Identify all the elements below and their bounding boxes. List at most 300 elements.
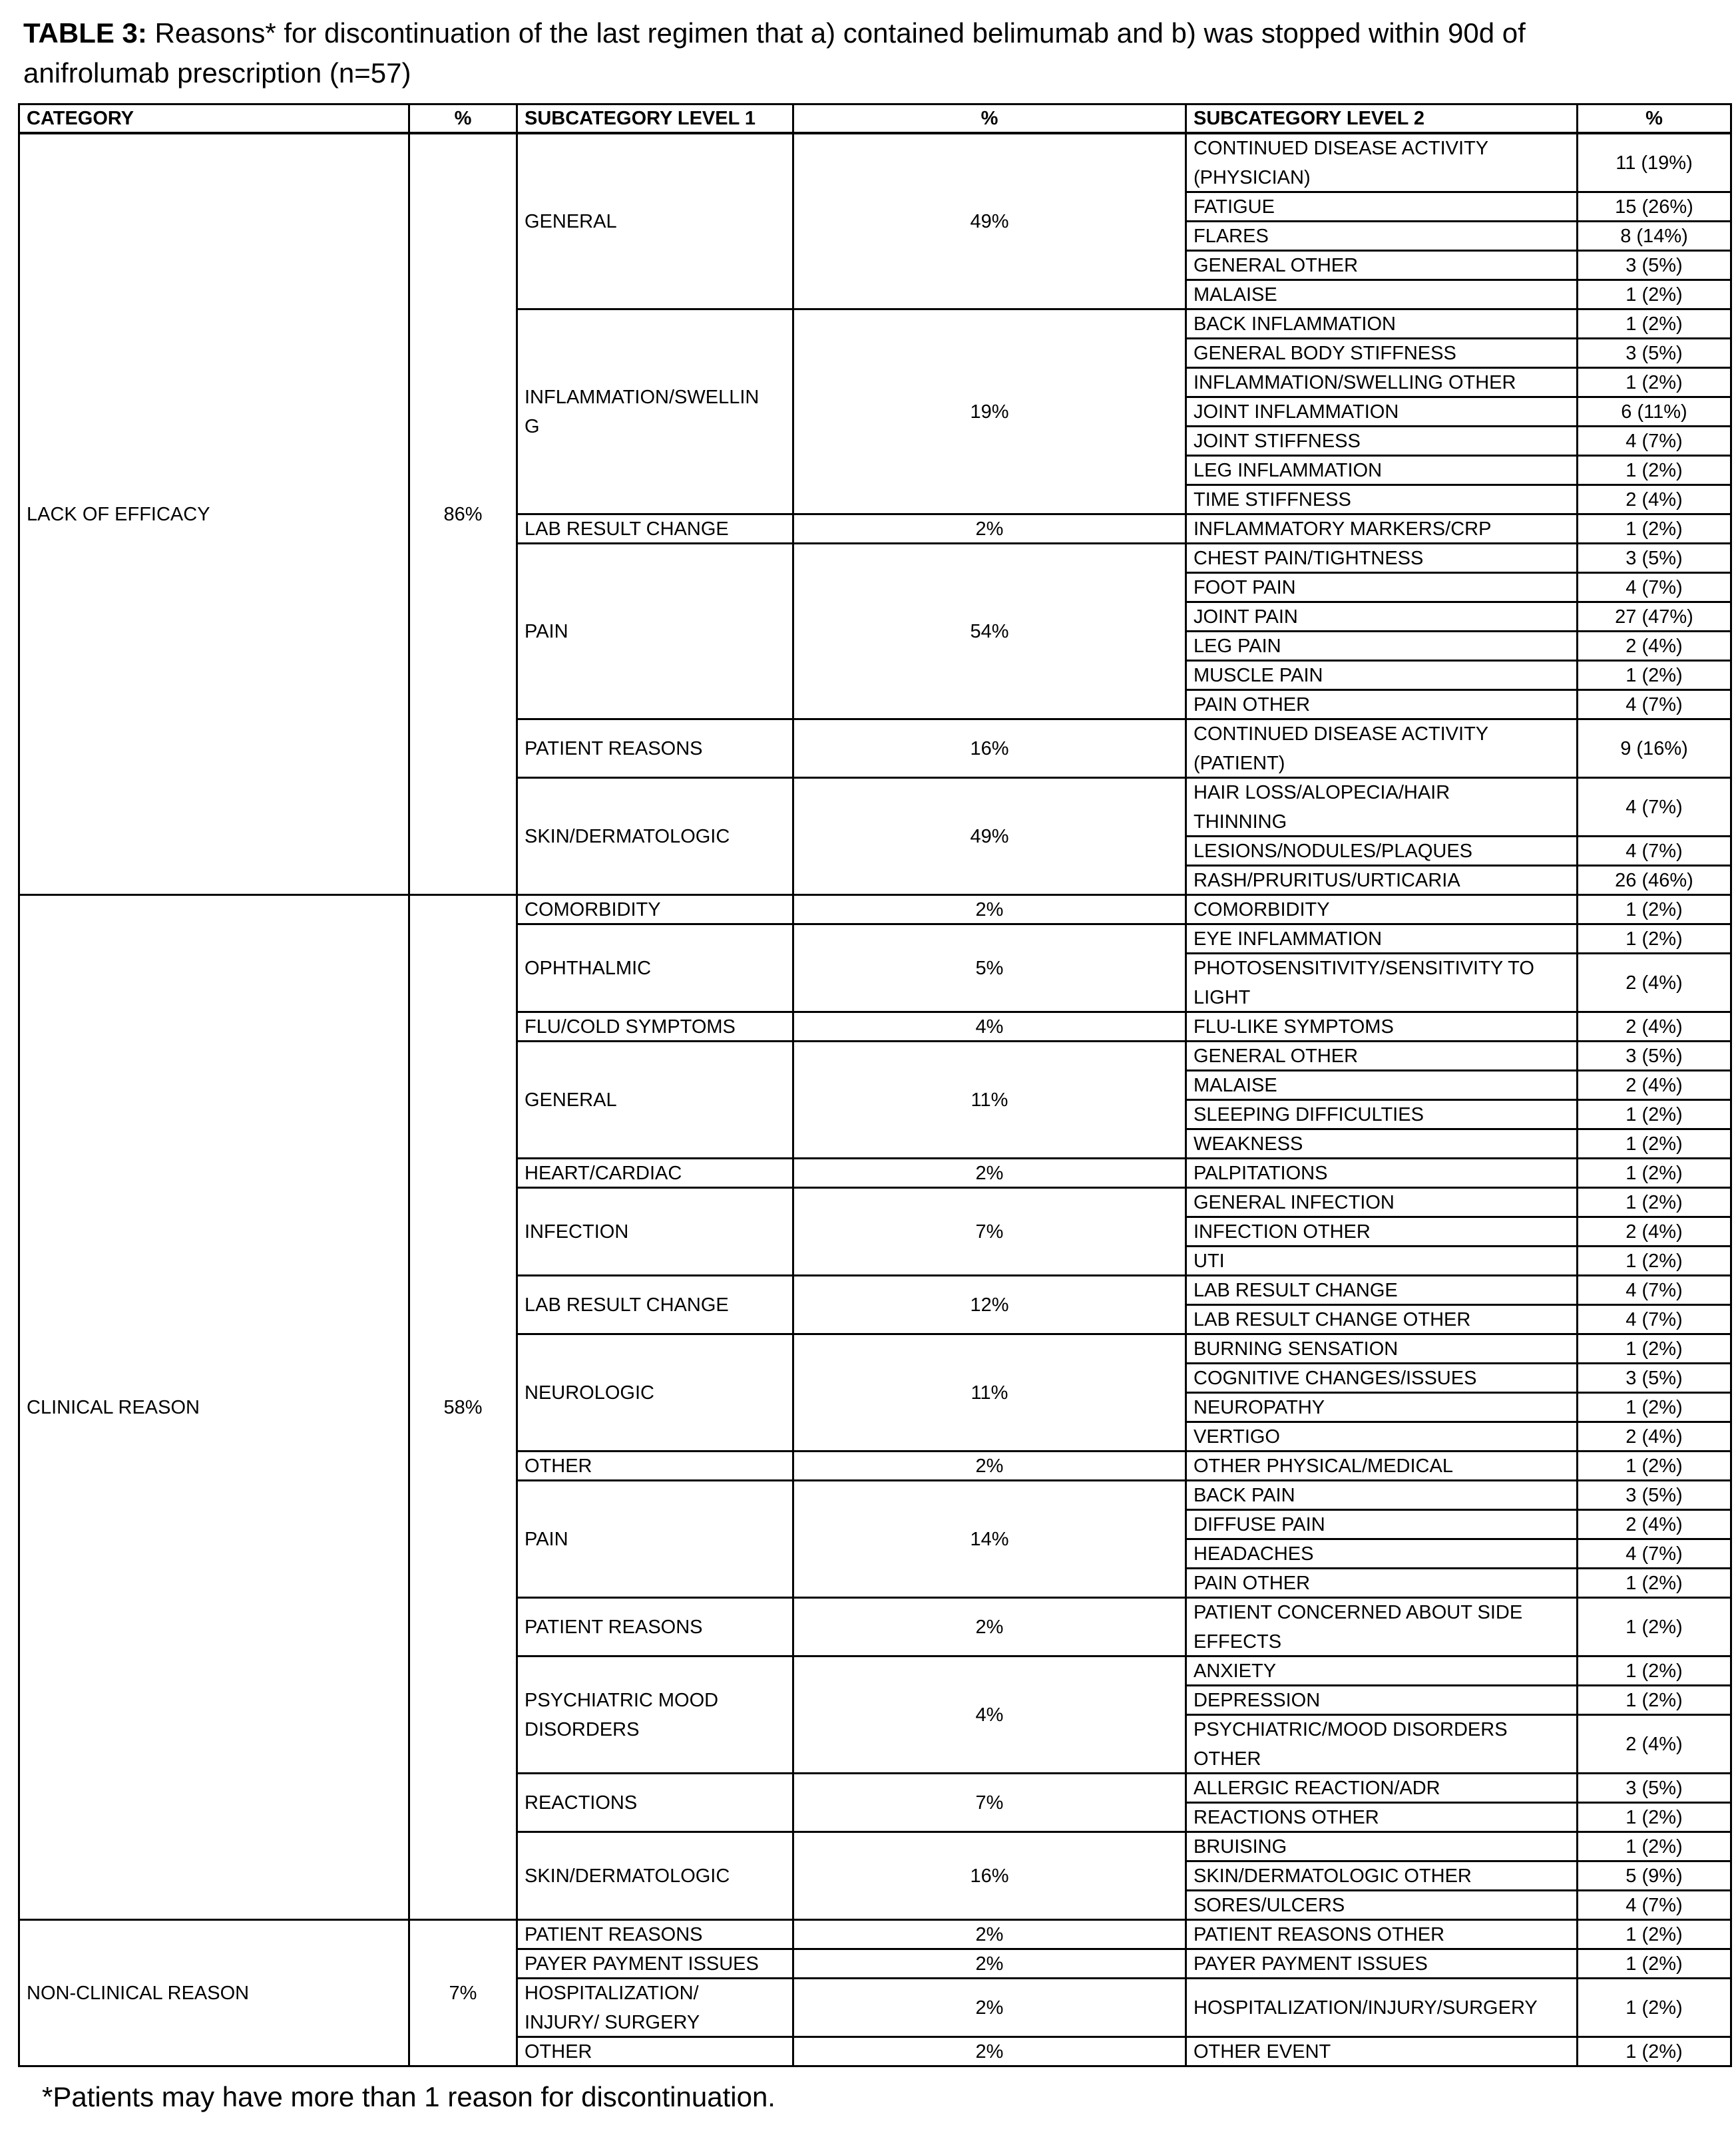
subcategory-level-2-cell (1187, 1774, 1578, 1804)
subcategory-level-2-cell-text: PAIN OTHER (1194, 1572, 1311, 1594)
subcategory-level-1-pct-text: 11% (971, 1089, 1008, 1111)
subcategory-level-2-value-text: 1 (2%) (1626, 1455, 1683, 1477)
subcategory-level-2-value-text: 1 (2%) (1626, 1806, 1683, 1828)
subcategory-level-2-cell (1187, 1276, 1578, 1306)
subcategory-level-2-cell-text: HOSPITALIZATION/INJURY/SURGERY (1194, 1997, 1538, 2019)
subcategory-level-2-cell-text: BACK PAIN (1194, 1484, 1295, 1506)
subcategory-level-2-cell (1187, 252, 1578, 281)
subcategory-level-2-value (1578, 662, 1732, 691)
category-pct (410, 1921, 518, 2067)
subcategory-level-2-cell (1187, 720, 1578, 779)
subcategory-level-1-pct-text: 4% (975, 1704, 1004, 1726)
subcategory-level-2-cell-text: MALAISE (1194, 1074, 1277, 1096)
subcategory-level-2-cell-text: OTHER PHYSICAL/MEDICAL (1194, 1455, 1453, 1477)
subcategory-level-1-cell-text: PATIENT REASONS (525, 1923, 703, 1945)
subcategory-level-2-value (1578, 691, 1732, 720)
subcategory-level-2-value (1578, 896, 1732, 925)
subcategory-level-2-value (1578, 1511, 1732, 1540)
subcategory-level-2-cell (1187, 1511, 1578, 1540)
subcategory-level-1-pct (794, 1452, 1187, 1481)
subcategory-level-2-cell-text: FLARES (1194, 225, 1269, 247)
subcategory-level-1-pct-text: 16% (970, 1865, 1009, 1887)
subcategory-level-2-cell (1187, 632, 1578, 662)
subcategory-level-1-pct-text: 49% (970, 210, 1009, 232)
subcategory-level-1-pct-text: 12% (970, 1294, 1009, 1316)
subcategory-level-2-cell-text: SLEEPING DIFFICULTIES (1194, 1103, 1424, 1125)
subcategory-level-2-cell (1187, 1071, 1578, 1101)
subcategory-level-1-pct-text: 2% (975, 1997, 1004, 2019)
subcategory-level-2-cell-text: ALLERGIC REACTION/ADR (1194, 1777, 1440, 1799)
subcategory-level-2-value (1578, 222, 1732, 252)
subcategory-level-1-pct (794, 1481, 1187, 1599)
subcategory-level-2-value-text: 6 (11%) (1621, 401, 1687, 423)
category-pct-text: 58% (443, 1396, 483, 1418)
subcategory-level-2-cell-text: HAIR LOSS/ALOPECIA/HAIR (1194, 781, 1450, 803)
subcategory-level-2-value (1578, 1774, 1732, 1804)
subcategory-level-2-cell (1187, 1540, 1578, 1569)
subcategory-level-2-value-text: 26 (46%) (1615, 869, 1693, 891)
subcategory-level-2-value-text: 4 (7%) (1626, 1279, 1683, 1301)
subcategory-level-2-value-text: 1 (2%) (1626, 2040, 1683, 2062)
subcategory-level-1-pct-text: 2% (975, 1162, 1004, 1184)
subcategory-level-2-value (1578, 427, 1732, 457)
subcategory-level-1-cell-text: SKIN/DERMATOLOGIC (525, 1865, 730, 1887)
subcategory-level-2-cell (1187, 837, 1578, 867)
subcategory-level-2-value-text: 8 (14%) (1620, 225, 1688, 247)
subcategory-level-2-value (1578, 1979, 1732, 2038)
category-cell (20, 896, 410, 1921)
subcategory-level-1-cell-text: G (525, 415, 540, 437)
subcategory-level-2-value-text: 2 (4%) (1626, 635, 1683, 657)
subcategory-level-1-pct (794, 1159, 1187, 1189)
subcategory-level-2-cell (1187, 457, 1578, 486)
subcategory-level-1-pct-text: 49% (970, 825, 1009, 847)
subcategory-level-1-cell (518, 1979, 794, 2038)
subcategory-level-2-value (1578, 954, 1732, 1013)
subcategory-level-2-cell (1187, 1599, 1578, 1657)
subcategory-level-2-value (1578, 544, 1732, 574)
subcategory-level-2-value-text: 1 (2%) (1626, 518, 1683, 540)
subcategory-level-2-value-text: 2 (4%) (1626, 1513, 1683, 1535)
subcategory-level-1-cell (518, 515, 794, 544)
subcategory-level-2-value (1578, 1657, 1732, 1686)
subcategory-level-2-value-text: 3 (5%) (1626, 1484, 1683, 1506)
subcategory-level-2-cell (1187, 954, 1578, 1013)
subcategory-level-1-pct (794, 779, 1187, 896)
subcategory-level-2-value (1578, 252, 1732, 281)
subcategory-level-2-cell (1187, 1364, 1578, 1394)
subcategory-level-1-pct (794, 1921, 1187, 1950)
subcategory-level-1-cell-text: PAYER PAYMENT ISSUES (525, 1953, 759, 1975)
subcategory-level-2-cell (1187, 134, 1578, 193)
subcategory-level-2-cell-text: UTI (1194, 1250, 1225, 1272)
subcategory-level-2-value (1578, 1891, 1732, 1921)
subcategory-level-2-value (1578, 1921, 1732, 1950)
subcategory-level-1-pct-text: 7% (975, 1221, 1004, 1243)
subcategory-level-1-pct (794, 2038, 1187, 2067)
title-line-1 (23, 13, 1526, 53)
subcategory-level-1-cell-text: INFLAMMATION/SWELLIN (525, 386, 760, 408)
subcategory-level-2-cell-text: HEADACHES (1194, 1543, 1314, 1565)
subcategory-level-2-value-text: 1 (2%) (1626, 313, 1683, 335)
subcategory-level-1-pct (794, 1042, 1187, 1159)
subcategory-level-2-value-text: 1 (2%) (1626, 1396, 1683, 1418)
subcategory-level-2-value (1578, 193, 1732, 222)
subcategory-level-1-pct-text: 14% (970, 1528, 1009, 1550)
subcategory-level-1-pct-text: 11% (971, 1382, 1008, 1404)
subcategory-level-2-value (1578, 720, 1732, 779)
subcategory-level-2-value (1578, 1042, 1732, 1071)
subcategory-level-2-cell-text: EYE INFLAMMATION (1194, 928, 1383, 950)
subcategory-level-2-value-text: 1 (2%) (1626, 1660, 1683, 1682)
subcategory-level-2-cell-text: SORES/ULCERS (1194, 1894, 1345, 1916)
subcategory-level-2-cell-text: MALAISE (1194, 284, 1277, 305)
subcategory-level-2-cell (1187, 691, 1578, 720)
header-subcategory-level-1 (518, 105, 794, 134)
subcategory-level-2-cell-text: INFLAMMATION/SWELLING OTHER (1194, 371, 1516, 393)
subcategory-level-2-cell-text: DEPRESSION (1194, 1689, 1321, 1711)
subcategory-level-1-pct-text: 2% (975, 1616, 1004, 1638)
subcategory-level-2-cell (1187, 1130, 1578, 1159)
subcategory-level-1-cell-text: HOSPITALIZATION/ (525, 1982, 699, 2004)
subcategory-level-2-cell-text: INFECTION OTHER (1194, 1221, 1371, 1243)
subcategory-level-1-pct (794, 1335, 1187, 1452)
subcategory-level-2-value (1578, 632, 1732, 662)
subcategory-level-1-pct (794, 925, 1187, 1013)
subcategory-level-2-cell (1187, 427, 1578, 457)
subcategory-level-2-value (1578, 1599, 1732, 1657)
subcategory-level-2-value-text: 1 (2%) (1626, 1103, 1683, 1125)
subcategory-level-2-value (1578, 1364, 1732, 1394)
subcategory-level-2-value (1578, 1452, 1732, 1481)
title-label: TABLE 3: (23, 17, 147, 49)
subcategory-level-1-cell (518, 1921, 794, 1950)
subcategory-level-2-cell-text: LEG PAIN (1194, 635, 1281, 657)
header-sub2-label: SUBCATEGORY LEVEL 2 (1194, 108, 1424, 129)
category-pct-text: 86% (443, 503, 483, 525)
subcategory-level-1-cell (518, 1833, 794, 1921)
subcategory-level-1-cell (518, 2038, 794, 2067)
subcategory-level-2-cell-text: LIGHT (1194, 986, 1251, 1008)
subcategory-level-1-cell-text: SKIN/DERMATOLOGIC (525, 825, 730, 847)
subcategory-level-2-cell (1187, 310, 1578, 339)
subcategory-level-2-value-text: 1 (2%) (1626, 1572, 1683, 1594)
subcategory-level-2-cell (1187, 1306, 1578, 1335)
subcategory-level-2-cell-text: VERTIGO (1194, 1426, 1280, 1448)
title-line-2: anifrolumab prescription (n=57) (23, 57, 411, 89)
subcategory-level-1-pct (794, 544, 1187, 720)
subcategory-level-2-cell (1187, 1921, 1578, 1950)
subcategory-level-2-value (1578, 281, 1732, 310)
subcategory-level-1-cell-text: REACTIONS (525, 1792, 638, 1814)
header-subcategory-level-1-pct (794, 105, 1187, 134)
subcategory-level-2-cell (1187, 1452, 1578, 1481)
subcategory-level-2-cell-text: FLU-LIKE SYMPTOMS (1194, 1016, 1394, 1038)
subcategory-level-1-cell (518, 1481, 794, 1599)
subcategory-level-2-value (1578, 1218, 1732, 1247)
subcategory-level-2-cell-text: JOINT PAIN (1194, 606, 1298, 628)
subcategory-level-2-value (1578, 2038, 1732, 2067)
subcategory-level-2-cell (1187, 1569, 1578, 1599)
subcategory-level-1-pct (794, 1599, 1187, 1657)
subcategory-level-1-cell-text: LAB RESULT CHANGE (525, 1294, 729, 1316)
subcategory-level-2-cell (1187, 486, 1578, 515)
subcategory-level-2-cell-text: MUSCLE PAIN (1194, 664, 1323, 686)
subcategory-level-2-value-text: 1 (2%) (1626, 1250, 1683, 1272)
subcategory-level-2-cell (1187, 1189, 1578, 1218)
subcategory-level-2-value-text: 2 (4%) (1626, 1733, 1683, 1755)
subcategory-level-2-cell-text: LESIONS/NODULES/PLAQUES (1194, 840, 1473, 862)
subcategory-level-2-cell-text: GENERAL INFECTION (1194, 1191, 1395, 1213)
category-cell (20, 1921, 410, 2067)
subcategory-level-1-cell-text: GENERAL (525, 1089, 617, 1111)
subcategory-level-2-value (1578, 1686, 1732, 1716)
subcategory-level-2-value (1578, 1481, 1732, 1511)
subcategory-level-2-cell-text: JOINT STIFFNESS (1194, 430, 1361, 452)
subcategory-level-2-value-text: 15 (26%) (1615, 196, 1693, 218)
subcategory-level-1-cell-text: INFECTION (525, 1221, 629, 1243)
subcategory-level-2-cell (1187, 544, 1578, 574)
subcategory-level-2-cell-text: EFFECTS (1194, 1631, 1282, 1652)
subcategory-level-2-value-text: 4 (7%) (1626, 430, 1683, 452)
subcategory-level-2-cell-text: WEAKNESS (1194, 1133, 1303, 1155)
subcategory-level-2-cell (1187, 1101, 1578, 1130)
subcategory-level-2-cell-text: PALPITATIONS (1194, 1162, 1328, 1184)
subcategory-level-1-cell (518, 896, 794, 925)
subcategory-level-1-pct-text: 2% (975, 898, 1004, 920)
subcategory-level-2-value-text: 4 (7%) (1626, 1543, 1683, 1565)
subcategory-level-1-cell-text: PATIENT REASONS (525, 1616, 703, 1638)
subcategory-level-2-cell (1187, 1716, 1578, 1774)
subcategory-level-1-cell-text: PSYCHIATRIC MOOD (525, 1689, 719, 1711)
subcategory-level-2-cell-text: COGNITIVE CHANGES/ISSUES (1194, 1367, 1477, 1389)
subcategory-level-2-cell-text: FATIGUE (1194, 196, 1275, 218)
header-category-pct-label: % (454, 108, 472, 129)
category-cell-text: CLINICAL REASON (27, 1396, 200, 1418)
subcategory-level-2-cell (1187, 1686, 1578, 1716)
subcategory-level-2-cell-text: SKIN/DERMATOLOGIC OTHER (1194, 1865, 1472, 1887)
subcategory-level-1-pct-text: 4% (975, 1016, 1004, 1038)
subcategory-level-2-cell-text: CONTINUED DISEASE ACTIVITY (1194, 137, 1489, 159)
subcategory-level-2-cell (1187, 1833, 1578, 1862)
subcategory-level-2-value (1578, 1716, 1732, 1774)
subcategory-level-1-pct (794, 1950, 1187, 1979)
subcategory-level-2-value (1578, 339, 1732, 369)
subcategory-level-2-cell (1187, 1335, 1578, 1364)
subcategory-level-2-cell-text: CHEST PAIN/TIGHTNESS (1194, 547, 1424, 569)
subcategory-level-2-value-text: 3 (5%) (1626, 1777, 1683, 1799)
subcategory-level-1-pct-text: 7% (975, 1792, 1004, 1814)
header-category-label: CATEGORY (27, 108, 134, 129)
subcategory-level-2-cell (1187, 1657, 1578, 1686)
subcategory-level-1-cell (518, 1159, 794, 1189)
subcategory-level-1-cell-text: HEART/CARDIAC (525, 1162, 682, 1184)
subcategory-level-2-value-text: 3 (5%) (1626, 1045, 1683, 1067)
subcategory-level-2-value (1578, 1833, 1732, 1862)
subcategory-level-2-cell (1187, 193, 1578, 222)
subcategory-level-1-cell-text: COMORBIDITY (525, 898, 661, 920)
subcategory-level-1-pct (794, 1979, 1187, 2038)
title-text-1: Reasons* for discontinuation of the last regimen that a) contained belimumab and b) was stopped within 90d of (146, 17, 1526, 49)
subcategory-level-2-cell (1187, 398, 1578, 427)
subcategory-level-2-cell (1187, 896, 1578, 925)
subcategory-level-2-cell-text: OTHER (1194, 1748, 1261, 1770)
subcategory-level-2-cell-text: FOOT PAIN (1194, 576, 1296, 598)
subcategory-level-2-cell-text: THINNING (1194, 811, 1287, 833)
subcategory-level-2-value (1578, 1862, 1732, 1891)
subcategory-level-2-value (1578, 1335, 1732, 1364)
subcategory-level-2-cell-text: TIME STIFFNESS (1194, 488, 1351, 510)
subcategory-level-2-value (1578, 1540, 1732, 1569)
category-pct (410, 896, 518, 1921)
subcategory-level-2-value (1578, 1101, 1732, 1130)
subcategory-level-1-cell (518, 720, 794, 779)
subcategory-level-2-cell (1187, 925, 1578, 954)
subcategory-level-1-cell-text: INJURY/ SURGERY (525, 2011, 700, 2033)
subcategory-level-2-value-text: 2 (4%) (1626, 972, 1683, 994)
subcategory-level-1-pct-text: 2% (975, 1953, 1004, 1975)
subcategory-level-2-cell (1187, 867, 1578, 896)
subcategory-level-1-cell (518, 925, 794, 1013)
subcategory-level-1-pct-text: 2% (975, 1455, 1004, 1477)
subcategory-level-2-value (1578, 486, 1732, 515)
subcategory-level-2-value-text: 1 (2%) (1626, 1923, 1683, 1945)
table-title (23, 13, 1526, 93)
subcategory-level-2-value (1578, 1247, 1732, 1276)
subcategory-level-2-value (1578, 574, 1732, 603)
subcategory-level-2-value-text: 1 (2%) (1626, 1191, 1683, 1213)
subcategory-level-2-value (1578, 1189, 1732, 1218)
subcategory-level-1-cell (518, 1335, 794, 1452)
subcategory-level-2-value-text: 2 (4%) (1626, 1074, 1683, 1096)
subcategory-level-2-cell-text: PATIENT CONCERNED ABOUT SIDE (1194, 1601, 1523, 1623)
subcategory-level-1-cell (518, 1950, 794, 1979)
category-pct-text: 7% (449, 1982, 477, 2004)
subcategory-level-2-value-text: 3 (5%) (1626, 547, 1683, 569)
subcategory-level-2-value-text: 1 (2%) (1626, 371, 1683, 393)
subcategory-level-2-cell-text: PSYCHIATRIC/MOOD DISORDERS (1194, 1718, 1508, 1740)
subcategory-level-2-value-text: 1 (2%) (1626, 898, 1683, 920)
subcategory-level-1-pct-text: 2% (975, 518, 1004, 540)
subcategory-level-2-value (1578, 398, 1732, 427)
subcategory-level-1-cell (518, 1452, 794, 1481)
subcategory-level-2-cell (1187, 1979, 1578, 2038)
subcategory-level-1-pct (794, 1657, 1187, 1774)
subcategory-level-2-value (1578, 1130, 1732, 1159)
subcategory-level-1-cell-text: NEUROLOGIC (525, 1382, 654, 1404)
subcategory-level-2-cell-text: REACTIONS OTHER (1194, 1806, 1379, 1828)
subcategory-level-1-cell-text: PAIN (525, 1528, 568, 1550)
subcategory-level-2-cell-text: BRUISING (1194, 1836, 1287, 1857)
subcategory-level-2-cell-text: LAB RESULT CHANGE OTHER (1194, 1308, 1471, 1330)
subcategory-level-2-value-text: 9 (16%) (1620, 737, 1688, 759)
subcategory-level-2-value-text: 4 (7%) (1626, 693, 1683, 715)
header-subcategory-level-2-pct (1578, 105, 1732, 134)
subcategory-level-2-cell (1187, 1423, 1578, 1452)
subcategory-level-1-cell (518, 1599, 794, 1657)
header-sub1-pct-label: % (980, 108, 998, 129)
subcategory-level-1-pct (794, 1013, 1187, 1042)
subcategory-level-1-cell-text: LAB RESULT CHANGE (525, 518, 729, 540)
subcategory-level-1-pct (794, 896, 1187, 925)
subcategory-level-2-cell-text: INFLAMMATORY MARKERS/CRP (1194, 518, 1492, 540)
subcategory-level-2-value-text: 1 (2%) (1626, 664, 1683, 686)
subcategory-level-2-value-text: 2 (4%) (1626, 488, 1683, 510)
subcategory-level-2-cell (1187, 1950, 1578, 1979)
subcategory-level-1-pct-text: 19% (970, 401, 1009, 423)
subcategory-level-2-value (1578, 837, 1732, 867)
subcategory-level-2-cell (1187, 1247, 1578, 1276)
subcategory-level-2-value-text: 2 (4%) (1626, 1426, 1683, 1448)
subcategory-level-2-cell (1187, 1891, 1578, 1921)
subcategory-level-2-cell-text: BACK INFLAMMATION (1194, 313, 1396, 335)
subcategory-level-1-pct-text: 5% (975, 957, 1004, 979)
subcategory-level-2-value-text: 1 (2%) (1626, 459, 1683, 481)
subcategory-level-2-value (1578, 1071, 1732, 1101)
subcategory-level-2-cell (1187, 779, 1578, 837)
subcategory-level-2-cell-text: PAIN OTHER (1194, 693, 1311, 715)
subcategory-level-1-pct-text: 54% (970, 620, 1009, 642)
subcategory-level-2-cell (1187, 2038, 1578, 2067)
subcategory-level-2-cell (1187, 369, 1578, 398)
subcategory-level-1-pct (794, 1833, 1187, 1921)
subcategory-level-2-cell-text: PHOTOSENSITIVITY/SENSITIVITY TO (1194, 957, 1534, 979)
subcategory-level-2-cell-text: GENERAL OTHER (1194, 254, 1359, 276)
subcategory-level-1-pct-text: 16% (970, 737, 1009, 759)
header-category-pct (410, 105, 518, 134)
subcategory-level-2-cell (1187, 574, 1578, 603)
subcategory-level-2-value-text: 3 (5%) (1626, 342, 1683, 364)
subcategory-level-2-value-text: 3 (5%) (1626, 1367, 1683, 1389)
subcategory-level-2-value (1578, 1394, 1732, 1423)
footnote: *Patients may have more than 1 reason for discontinuation. (42, 2081, 775, 2112)
subcategory-level-2-cell (1187, 1159, 1578, 1189)
subcategory-level-2-cell-text: LAB RESULT CHANGE (1194, 1279, 1398, 1301)
header-subcategory-level-2 (1187, 105, 1578, 134)
subcategory-level-2-value-text: 27 (47%) (1615, 606, 1693, 628)
subcategory-level-1-cell-text: OTHER (525, 2040, 592, 2062)
subcategory-level-2-cell (1187, 1042, 1578, 1071)
header-sub2-pct-label: % (1645, 108, 1663, 129)
subcategory-level-2-value (1578, 925, 1732, 954)
subcategory-level-2-value (1578, 779, 1732, 837)
subcategory-level-1-cell (518, 310, 794, 515)
subcategory-level-2-value (1578, 1569, 1732, 1599)
subcategory-level-2-value-text: 1 (2%) (1626, 1616, 1683, 1638)
subcategory-level-2-cell (1187, 222, 1578, 252)
subcategory-level-1-pct (794, 1774, 1187, 1833)
subcategory-level-1-pct (794, 134, 1187, 310)
subcategory-level-2-value-text: 2 (4%) (1626, 1221, 1683, 1243)
subcategory-level-2-value-text: 4 (7%) (1626, 1894, 1683, 1916)
subcategory-level-2-cell-text: GENERAL OTHER (1194, 1045, 1359, 1067)
subcategory-level-1-pct (794, 310, 1187, 515)
subcategory-level-2-cell-text: (PATIENT) (1194, 752, 1285, 774)
subcategory-level-1-pct-text: 2% (975, 2040, 1004, 2062)
subcategory-level-2-cell (1187, 339, 1578, 369)
subcategory-level-2-cell-text: BURNING SENSATION (1194, 1338, 1399, 1360)
subcategory-level-2-cell-text: NEUROPATHY (1194, 1396, 1325, 1418)
subcategory-level-2-cell (1187, 1862, 1578, 1891)
subcategory-level-2-value (1578, 310, 1732, 339)
subcategory-level-2-cell (1187, 1481, 1578, 1511)
subcategory-level-2-value (1578, 867, 1732, 896)
subcategory-level-1-cell-text: FLU/COLD SYMPTOMS (525, 1016, 736, 1038)
subcategory-level-2-value (1578, 1804, 1732, 1833)
subcategory-level-1-cell (518, 134, 794, 310)
header-category (20, 105, 410, 134)
subcategory-level-2-value (1578, 1423, 1732, 1452)
